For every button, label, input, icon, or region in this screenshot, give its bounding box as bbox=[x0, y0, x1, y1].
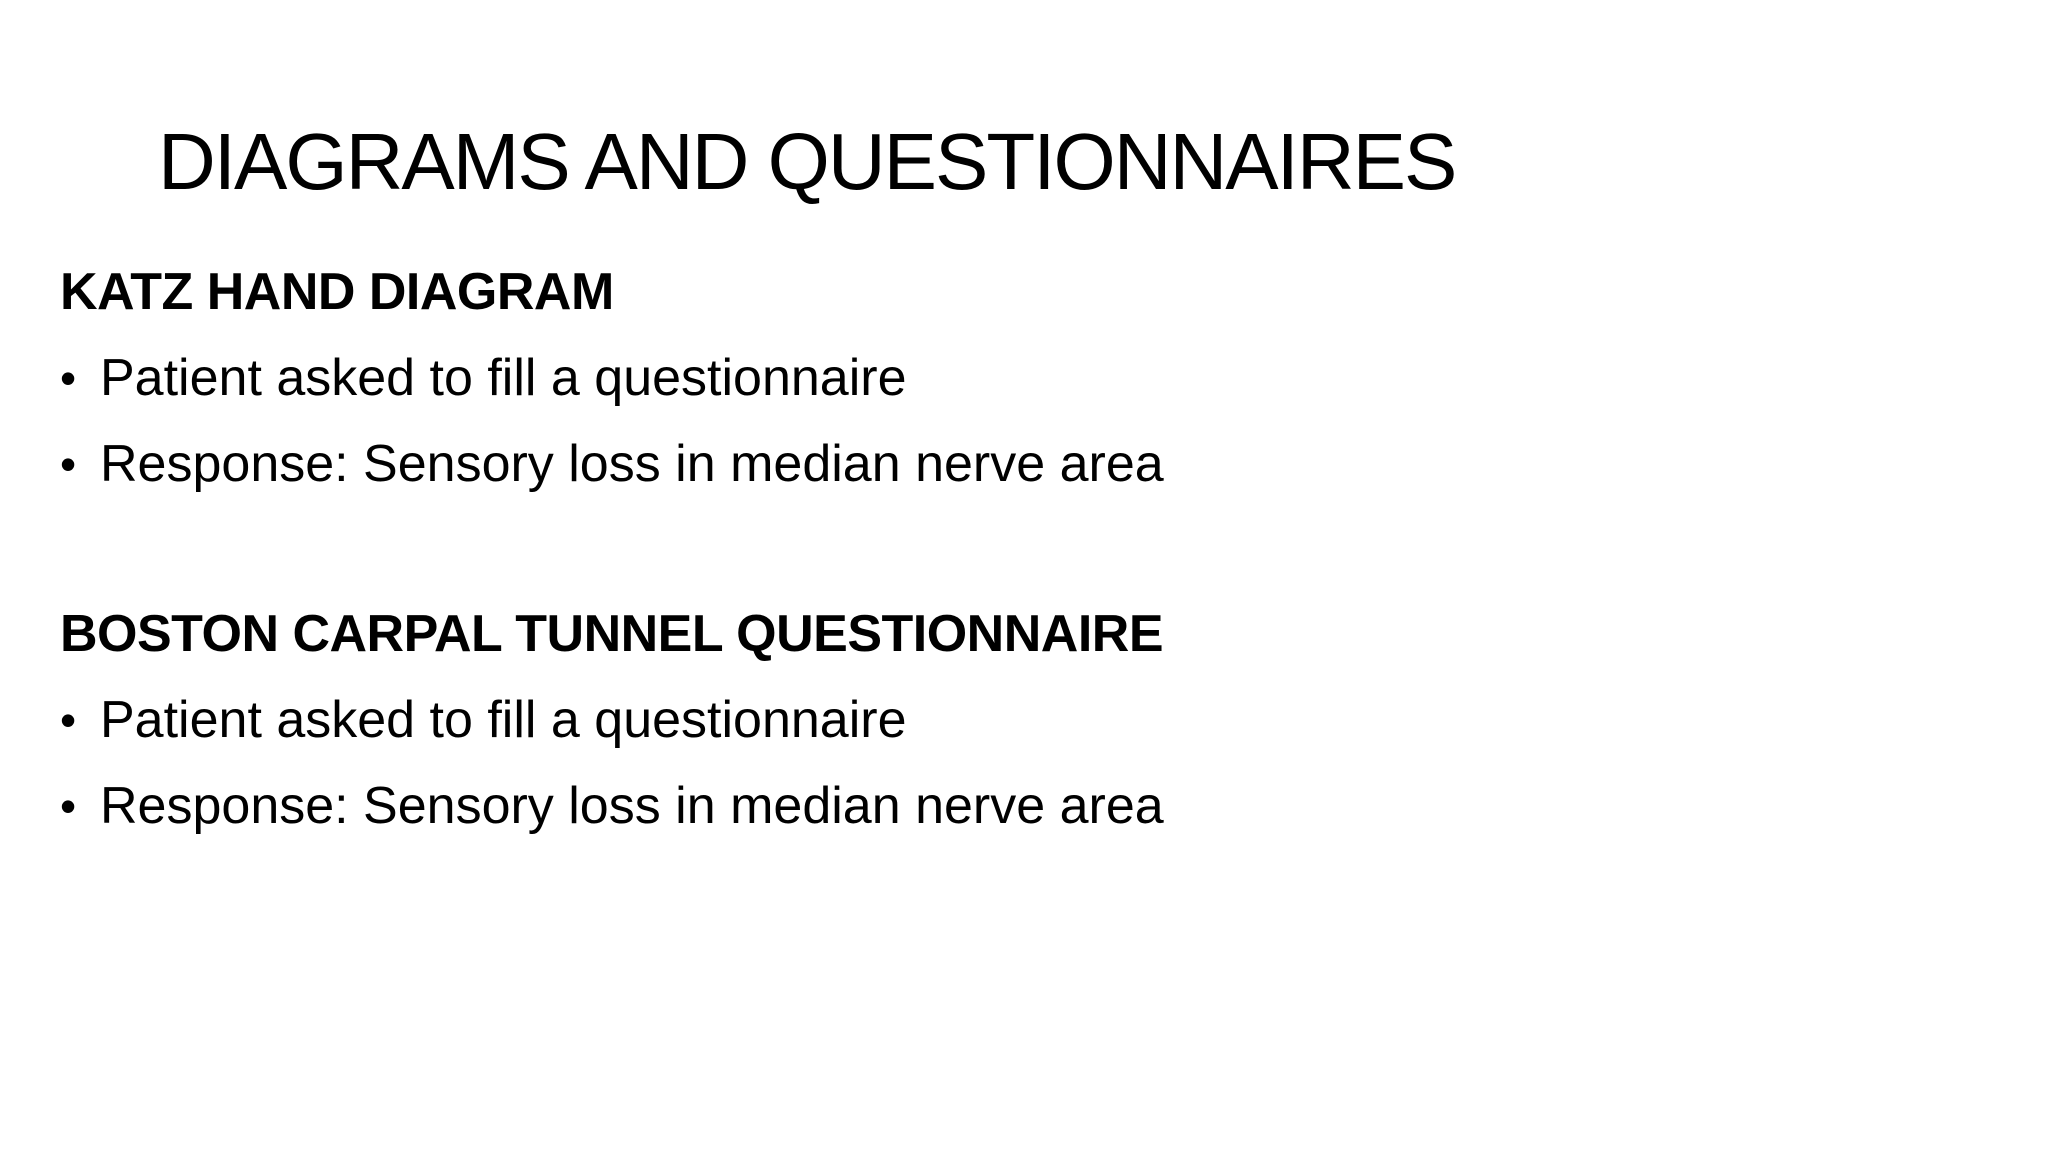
bullet-list bbox=[60, 690, 1960, 836]
bullet-text: Response: Sensory loss in median nerve area bbox=[100, 777, 1164, 835]
bullet-icon: • bbox=[60, 352, 77, 404]
list-item bbox=[60, 776, 1960, 836]
bullet-text: Patient asked to fill a questionnaire bbox=[100, 691, 907, 749]
bullet-icon: • bbox=[60, 780, 77, 832]
section-heading: BOSTON CARPAL TUNNEL QUESTIONNAIRE bbox=[60, 605, 1164, 663]
bullet-icon: • bbox=[60, 694, 77, 746]
list-item bbox=[60, 690, 1960, 750]
section-spacer bbox=[60, 494, 1960, 604]
list-item bbox=[60, 434, 1960, 494]
bullet-text: Response: Sensory loss in median nerve area bbox=[100, 435, 1164, 493]
bullet-list bbox=[60, 348, 1960, 494]
slide-content bbox=[60, 262, 1960, 836]
bullet-text: Patient asked to fill a questionnaire bbox=[100, 349, 907, 407]
section-katz-hand-diagram bbox=[60, 262, 1960, 494]
slide-title: DIAGRAMS AND QUESTIONNAIRES bbox=[158, 117, 1456, 206]
list-item bbox=[60, 348, 1960, 408]
section-boston-carpal-tunnel-questionnaire bbox=[60, 604, 1960, 836]
bullet-icon: • bbox=[60, 438, 77, 490]
section-heading: KATZ HAND DIAGRAM bbox=[60, 263, 614, 321]
